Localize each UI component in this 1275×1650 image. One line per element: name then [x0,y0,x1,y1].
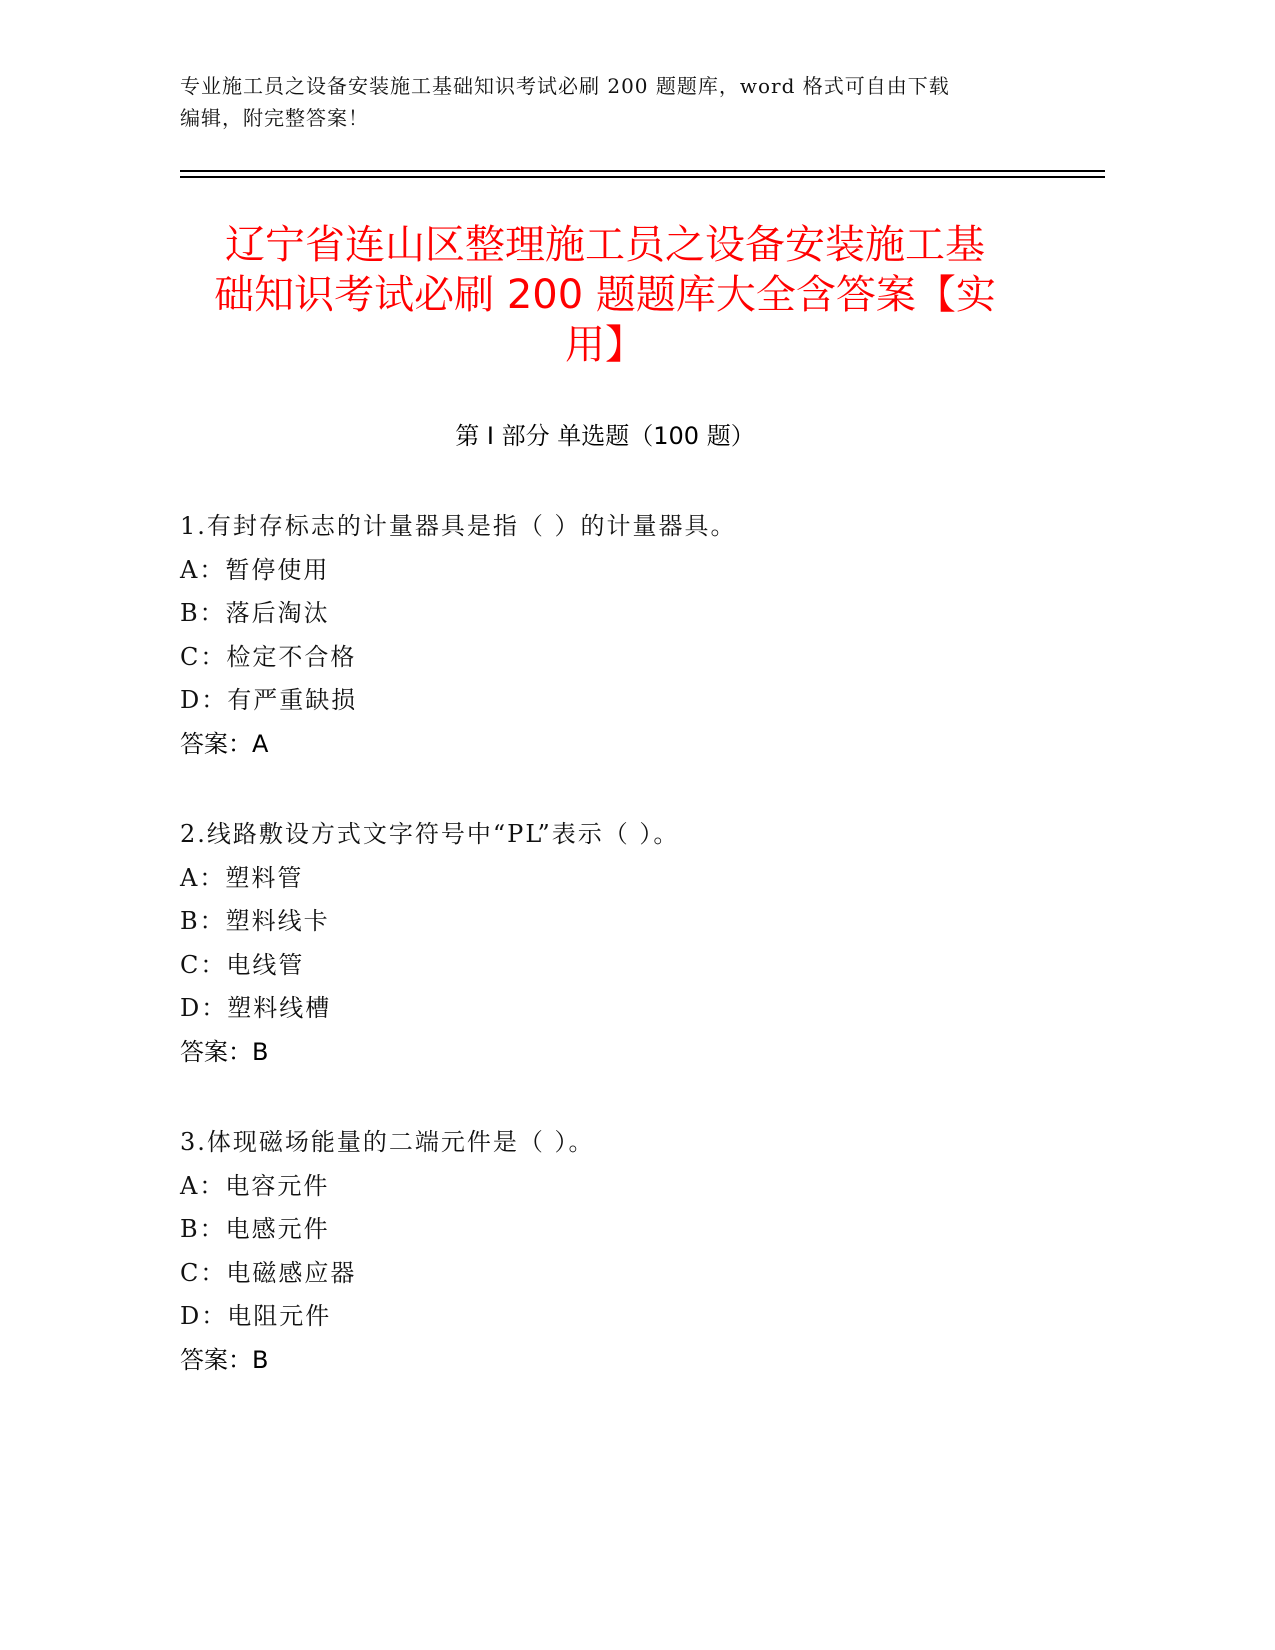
document-title-line-3: 用】 [565,322,645,368]
question-stem: 2.线路敷设方式文字符号中“PL”表示（ ）。 [180,820,680,848]
option-c: C：检定不合格 [180,642,357,671]
option-d: D：有严重缺损 [180,686,358,714]
section-title: 第 I 部分 单选题（100 题） [455,422,755,450]
header-note-line-1: 专业施工员之设备安装施工基础知识考试必刷 200 题题库，word 格式可自由下载 [180,74,950,98]
answer: 答案：B [180,1037,269,1066]
header-note-line-2: 编辑，附完整答案！ [180,106,369,130]
document-title-line-2: 础知识考试必刷 200 题题库大全含答案【实 [214,272,996,318]
option-a: A：电容元件 [180,1171,330,1200]
answer: 答案：A [180,729,269,758]
question-2 [180,813,1080,1074]
header-divider-bottom [180,176,1105,178]
question-1 [180,505,1080,766]
question-stem: 3.体现磁场能量的二端元件是（ ）。 [180,1128,595,1156]
document-title-line-1: 辽宁省连山区整理施工员之设备安装施工基 [225,222,985,268]
option-a: A：暂停使用 [180,555,330,584]
header-divider-top [180,170,1105,172]
option-b: B：落后淘汰 [180,599,330,627]
document-title [180,220,1030,370]
option-d: D：塑料线槽 [180,994,332,1022]
option-c: C：电磁感应器 [180,1258,357,1287]
question-3 [180,1121,1080,1382]
answer: 答案：B [180,1345,269,1374]
option-a: A：塑料管 [180,863,304,892]
option-b: B：电感元件 [180,1215,330,1243]
option-d: D：电阻元件 [180,1302,332,1330]
question-list [180,505,1080,1429]
question-stem: 1.有封存标志的计量器具是指（ ）的计量器具。 [180,512,737,540]
option-c: C：电线管 [180,950,305,979]
header-note [180,70,1040,134]
option-b: B：塑料线卡 [180,907,330,935]
